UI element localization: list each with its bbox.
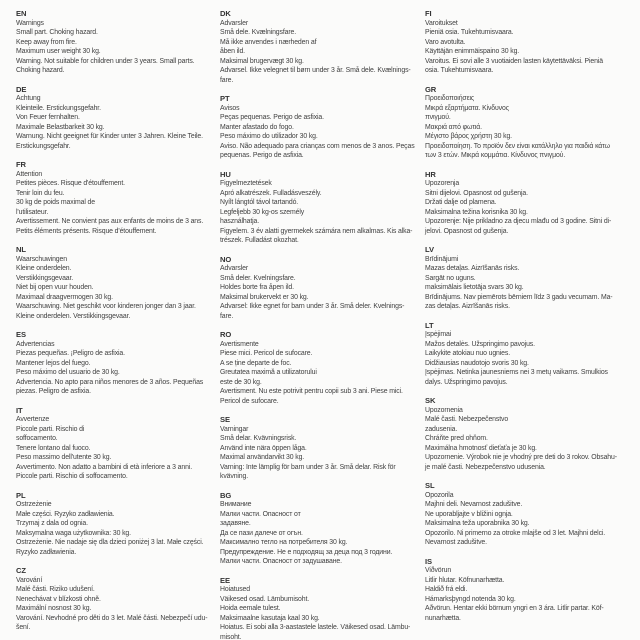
warning-line: Piccole parti. Rischio di soffocamento. — [16, 473, 128, 480]
warning-line: Kleine onderdelen. — [16, 265, 72, 272]
warning-line: Maksymalna waga użytkownika: 30 kg. — [16, 529, 131, 537]
warning-line: Advertencias — [16, 340, 55, 348]
warning-line: Малки части. Опасност от — [220, 510, 301, 518]
language-code: ES — [16, 330, 26, 339]
language-block-bg — [220, 491, 422, 567]
warning-line: Μικρά εξαρτήματα. Κίνδυνος — [425, 104, 509, 112]
warning-line: Keep away from fire. — [16, 38, 77, 46]
warning-line: šení. — [16, 624, 31, 631]
language-block-lv — [425, 245, 627, 312]
language-code: SE — [220, 415, 230, 424]
warning-line: Erstickungsgefahr. — [16, 142, 71, 150]
language-code: IT — [16, 405, 23, 415]
warning-line: maksimālais lietotāja svars 30 kg. — [425, 284, 524, 291]
language-block-pt — [220, 94, 422, 161]
warning-line: Προειδοποιήσεις — [425, 95, 475, 102]
warning-line: Varning: Inte lämplig för barn under 3 år. Små delar. Risk för — [220, 463, 396, 471]
warning-line: Opozorilo. Ni primerno za otroke mlajše od 3 let. Majhni delci. — [425, 529, 606, 537]
warning-line: Brīdinājumi — [425, 255, 459, 263]
warning-line: Sitni dijelovi. Opasnost od gušenja. — [425, 189, 528, 197]
warning-line: Maximaal draagvermogen 30 kg. — [16, 293, 113, 301]
warning-line: Avertisment. Nu este potrivit pentru copii sub 3 ani. Piese mici. — [220, 388, 403, 395]
warning-line: Mazas detaļas. Aizrīšanās risks. — [425, 265, 520, 272]
warning-line: dalys. Užspringimo pavojus. — [425, 378, 508, 386]
warning-line: Waarschuwingen — [16, 255, 67, 263]
warning-line: Chráňte pred ohňom. — [425, 435, 488, 442]
language-code: RO — [220, 330, 232, 339]
warning-line: Maximale Belastbarkeit 30 kg. — [16, 123, 105, 131]
language-block-sl — [425, 481, 627, 548]
warning-line: Avvertenze — [16, 416, 50, 423]
warning-line: trészek. Fulladást okozhat. — [220, 237, 299, 244]
warning-line: Small part. Choking hazard. — [16, 29, 98, 36]
warning-line: Įspėjimas. Netinka jaunesniems nei 3 metų vaikams. Smulkios — [425, 369, 608, 376]
language-code: EN — [16, 9, 27, 18]
warning-line: Mažos detalės. Užspringimo pavojus. — [425, 340, 535, 348]
warning-line: fare. — [220, 312, 234, 320]
warning-line: Tenere lontano dal fuoco. — [16, 444, 91, 452]
warning-line: Varo avotulta. — [425, 38, 466, 46]
warning-line: Upozorenje: Nije prikladno za djecu mlađu od 3 godine. Sitni di- — [425, 218, 612, 225]
warning-line: Nenechávat v blízkosti ohně. — [16, 595, 101, 603]
warning-line: zadusenia. — [425, 425, 458, 433]
warning-line: Figyelem. 3 év alatti gyermekek számára nem alkalmas. Kis alka- — [220, 227, 413, 235]
language-block-ro — [220, 330, 422, 406]
language-block-cz — [16, 566, 218, 633]
warning-line: Upozorenja — [425, 180, 460, 187]
language-code: CZ — [16, 566, 26, 575]
warning-line: Maksimalna teža uporabnika 30 kg. — [425, 520, 530, 527]
warning-line: piezas. Peligro de asfixia. — [16, 388, 91, 395]
language-block-de — [16, 85, 218, 152]
language-code: FI — [425, 9, 432, 18]
language-block-dk — [220, 9, 422, 85]
warning-line: Legfeljebb 30 kg-os személy — [220, 208, 305, 216]
warning-line: Kleinteile. Erstickungsgefahr. — [16, 104, 101, 112]
warning-line: pequenas. Perigo de asfixia. — [220, 152, 304, 159]
warning-line: Įspėjimai — [425, 331, 452, 338]
language-block-fi — [425, 9, 627, 76]
warning-line: Avertissement. Ne convient pas aux enfants de moins de 3 ans. — [16, 218, 204, 225]
warning-line: Maksimal brugervægt 30 kg. — [220, 57, 304, 65]
language-block-it — [16, 406, 218, 482]
warning-line: l'utilisateur. — [16, 208, 49, 216]
warning-line: Małe części. Ryzyko zadławienia. — [16, 510, 115, 518]
warning-line: πνιγμού. — [425, 114, 451, 121]
warning-line: Držati dalje od plamena. — [425, 199, 497, 206]
warning-line: Малки части. Опасност от задушаване. — [220, 558, 342, 565]
warning-line: Piezas pequeñas. ¡Peligro de asfixia. — [16, 350, 125, 357]
warning-line: Peso máximo del usuario de 30 kg. — [16, 369, 120, 376]
warning-line: Må ikke anvendes i nærheden af — [220, 38, 317, 46]
language-code: HU — [220, 169, 231, 179]
warning-line: Maksimaalne kasutaja kaal 30 kg. — [220, 614, 320, 622]
language-code: EE — [220, 575, 230, 585]
warning-line: este de 30 kg. — [220, 378, 262, 386]
language-block-hr — [425, 170, 627, 237]
warning-line: Använd inte nära öppen låga. — [220, 444, 307, 452]
warning-line: jelovi. Opasnost od gušenja. — [425, 227, 509, 235]
warning-line: soffocamento. — [16, 435, 58, 442]
warning-line: Manter afastado do fogo. — [220, 123, 294, 131]
warning-line: Pericol de sufocare. — [220, 397, 279, 405]
warning-line: Sargāt no uguns. — [425, 274, 476, 282]
warning-line: Opozorila — [425, 491, 454, 499]
warning-line: kvävning. — [220, 473, 249, 480]
language-block-en — [16, 9, 218, 76]
warning-line: Majhni deli. Nevarnost zadušitve. — [425, 501, 523, 508]
warning-line: Ne uporabljajte v bližini ognja. — [425, 510, 513, 518]
warning-line: je malé časti. Nebezpečenstvo udusenia. — [425, 463, 546, 471]
warning-line: Väikesed osad. Lämbumisoht. — [220, 595, 310, 603]
warning-line: Hoiatused — [220, 586, 250, 593]
warning-line: Achtung — [16, 95, 41, 102]
warning-line: zas detaļas. Aizrīšanās risks. — [425, 303, 510, 310]
warning-line: Nevarnost zadušitve. — [425, 539, 487, 546]
warning-line: Ryzyko zadławienia. — [16, 548, 77, 556]
warnings-column-3 — [425, 9, 627, 632]
warning-line: Hoida eemale tulest. — [220, 605, 281, 612]
language-block-pl — [16, 491, 218, 558]
warning-line: Tenir loin du feu. — [16, 189, 65, 197]
warning-line: Små deler. Kvelningsfare. — [220, 274, 296, 282]
warning-line: 30 kg de poids maximal de — [16, 199, 95, 206]
warning-line: Små delar. Kvävningsrisk. — [220, 435, 297, 442]
warning-line: nunarhætta. — [425, 614, 461, 622]
warning-line: Choking hazard. — [16, 67, 65, 74]
warning-line: Petites pièces. Risque d'étouffement. — [16, 180, 125, 187]
warning-line: Aviso. Não adequado para crianças com menos de 3 anos. Peças — [220, 142, 415, 150]
warning-line: Attention — [16, 170, 43, 178]
warning-line: Warning. Not suitable for children under 3 years. Small parts. — [16, 57, 195, 65]
language-block-nl — [16, 245, 218, 321]
warning-line: Да се пази далече от огън. — [220, 529, 303, 537]
warning-line: Maksimalna težina korisnika 30 kg. — [425, 208, 528, 216]
warning-line: задавяне. — [220, 520, 251, 527]
warning-line: Brīdinājums. Nav piemērots bērniem līdz 3 gadu vecumam. Ma- — [425, 293, 613, 301]
language-code: SK — [425, 396, 436, 405]
warning-line: Petits éléments présents. Risque d'étouffement. — [16, 227, 157, 235]
warning-line: Piese mici. Pericol de sufocare. — [220, 350, 313, 357]
warning-line: Ostrzeżenie — [16, 501, 52, 508]
warning-line: Verstikkingsgevaar. — [16, 274, 74, 282]
warning-line: Waarschuwing. Niet geschikt voor kinderen jonger dan 3 jaar. — [16, 303, 196, 310]
warning-line: Maksimal brukervekt er 30 kg. — [220, 293, 309, 301]
warning-line: Viðvörun — [425, 567, 452, 574]
warning-line: των 3 ετών. Μικρά κομμάτια. Κίνδυνος πνιγμού. — [425, 152, 566, 159]
warning-line: Peso massimo dell'utente 30 kg. — [16, 454, 112, 461]
language-block-is — [425, 557, 627, 624]
language-code: LV — [425, 245, 434, 254]
language-code: FR — [16, 160, 26, 169]
language-block-gr — [425, 85, 627, 161]
warning-line: Maximální nosnost 30 kg. — [16, 605, 92, 612]
language-block-ee — [220, 576, 422, 640]
warning-line: Advarsel. Ikke velegnet til børn under 3 år. Små dele. Kvælnings- — [220, 67, 411, 74]
warning-line: Käyttäjän enimmäispaino 30 kg. — [425, 48, 520, 55]
warning-line: Avvertimento. Non adatto a bambini di età inferiore a 3 anni. — [16, 463, 193, 471]
warning-line: Advertencia. No apto para niños menores de 3 años. Pequeñas — [16, 378, 204, 386]
language-code: NO — [220, 254, 232, 264]
warning-line: Μακριά από φωτιά. — [425, 123, 482, 131]
warning-line: használhatja. — [220, 218, 260, 225]
warning-line: Aðvörun. Hentar ekki börnum yngri en 3 ára. Litlir partar. Köf- — [425, 605, 604, 612]
warning-line: Advarsler — [220, 19, 249, 27]
language-block-hu — [220, 170, 422, 246]
warning-line: Trzymaj z dala od ognia. — [16, 520, 88, 527]
language-code: BG — [220, 490, 232, 500]
language-code: PL — [16, 490, 26, 500]
warning-line: Maximal användarvikt 30 kg. — [220, 454, 305, 461]
warning-line: Максимално тегло на потребителя 30 kg. — [220, 539, 348, 546]
warning-line: A se ține departe de foc. — [220, 359, 292, 367]
warning-line: Ostrzeżenie. Nie nadaje się dla dzieci poniżej 3 lat. Małe części. — [16, 539, 204, 546]
language-block-se — [220, 415, 422, 482]
warning-line: Greutatea maximă a utilizatorului — [220, 369, 317, 376]
language-code: DK — [220, 9, 231, 18]
warning-line: Varningar — [220, 425, 249, 433]
warning-line: Warnings — [16, 19, 44, 27]
language-block-lt — [425, 321, 627, 388]
language-block-es — [16, 330, 218, 397]
warning-line: Varování — [16, 576, 43, 584]
warnings-column-2 — [220, 9, 422, 640]
warning-line: Pieniä osia. Tukehtumisvaara. — [425, 29, 514, 36]
warning-line: Внимание — [220, 501, 252, 508]
warning-line: Maximum user weight 30 kg. — [16, 48, 101, 55]
warning-line: Kleine onderdelen. Verstikkingsgevaar. — [16, 312, 131, 320]
warning-line: Små dele. Kvælningsfare. — [220, 29, 297, 36]
warning-line: Hámarksþyngd notenda 30 kg. — [425, 595, 516, 603]
warning-line: Предупреждение. Не е подходящ за деца под 3 години. — [220, 548, 393, 556]
warning-line: Varoitus. Ei sovi alle 3 vuotiaiden lasten käytettäväksi. Pieniä — [425, 57, 603, 65]
warning-line: Apró alkatrészek. Fulladásveszély. — [220, 189, 322, 197]
warning-line: Didžiausias naudotojo svoris 30 kg. — [425, 359, 529, 367]
warning-line: osia. Tukehtumisvaara. — [425, 67, 494, 74]
warning-line: Upozornenie. Výrobok nie je vhodný pre deti do 3 rokov. Obsahu- — [425, 454, 617, 461]
warning-line: Figyelmeztetések — [220, 180, 272, 187]
warning-line: Μέγιστο βάρος χρήστη 30 kg. — [425, 133, 512, 140]
warning-line: Maximálna hmotnosť dieťaťa je 30 kg. — [425, 444, 537, 452]
warning-line: Hoiatus. Ei sobi alla 3-aastastele lastele. Väikesed osad. Lämbu- — [220, 624, 411, 631]
language-code: PT — [220, 94, 230, 103]
language-block-sk — [425, 396, 627, 472]
language-code: HR — [425, 169, 436, 179]
warning-line: Warnung. Nicht geeignet für Kinder unter 3 Jahren. Kleine Teile. — [16, 133, 203, 140]
warning-line: misoht. — [220, 633, 242, 640]
language-code: GR — [425, 84, 437, 94]
warning-line: Mantener lejos del fuego. — [16, 359, 91, 367]
warning-line: Von Feuer fernhalten. — [16, 114, 80, 121]
warning-line: Peso máximo do utilizador 30 kg. — [220, 133, 318, 140]
warning-line: fare. — [220, 76, 234, 84]
warning-line: Malé časti. Nebezpečenstvo — [425, 416, 509, 423]
warning-line: Niet bij open vuur houden. — [16, 284, 94, 291]
warning-line: Advarsler — [220, 265, 249, 272]
warning-line: Nyílt lángtól távol tartandó. — [220, 199, 299, 206]
warning-line: Piccole parti. Rischio di — [16, 425, 85, 433]
warning-line: Upozornenia — [425, 406, 463, 414]
warning-line: Haldið frá eldi. — [425, 586, 468, 593]
warning-line: Laikykite atokiau nuo ugnies. — [425, 350, 511, 357]
language-code: IS — [425, 556, 432, 566]
warning-line: Holdes borte fra åpen ild. — [220, 284, 294, 291]
language-block-no — [220, 255, 422, 322]
language-code: LT — [425, 320, 434, 330]
warning-line: Peças pequenas. Perigo de asfixia. — [220, 114, 324, 121]
language-code: NL — [16, 245, 26, 254]
warning-line: åben ild. — [220, 48, 245, 55]
warning-line: Avisos — [220, 104, 240, 112]
language-code: SL — [425, 481, 435, 490]
warning-line: Malé části. Riziko udušení. — [16, 586, 95, 593]
warning-line: Varoitukset — [425, 19, 458, 27]
warning-line: Advarsel: Ikke egnet for barn under 3 år. Små deler. Kvelnings- — [220, 303, 405, 310]
language-block-fr — [16, 160, 218, 236]
warning-line: Avertismente — [220, 340, 259, 348]
warning-line: Varování. Nevhodné pro děti do 3 let. Malé části. Nebezpečí udu- — [16, 614, 208, 622]
warnings-column-1 — [16, 9, 218, 640]
warning-line: Litlir hlutar. Köfnunarhætta. — [425, 576, 505, 584]
language-code: DE — [16, 84, 27, 94]
warning-line: Προειδοποίηση. Το προϊόν δεν είναι κατάλληλο για παιδιά κάτω — [425, 142, 610, 150]
